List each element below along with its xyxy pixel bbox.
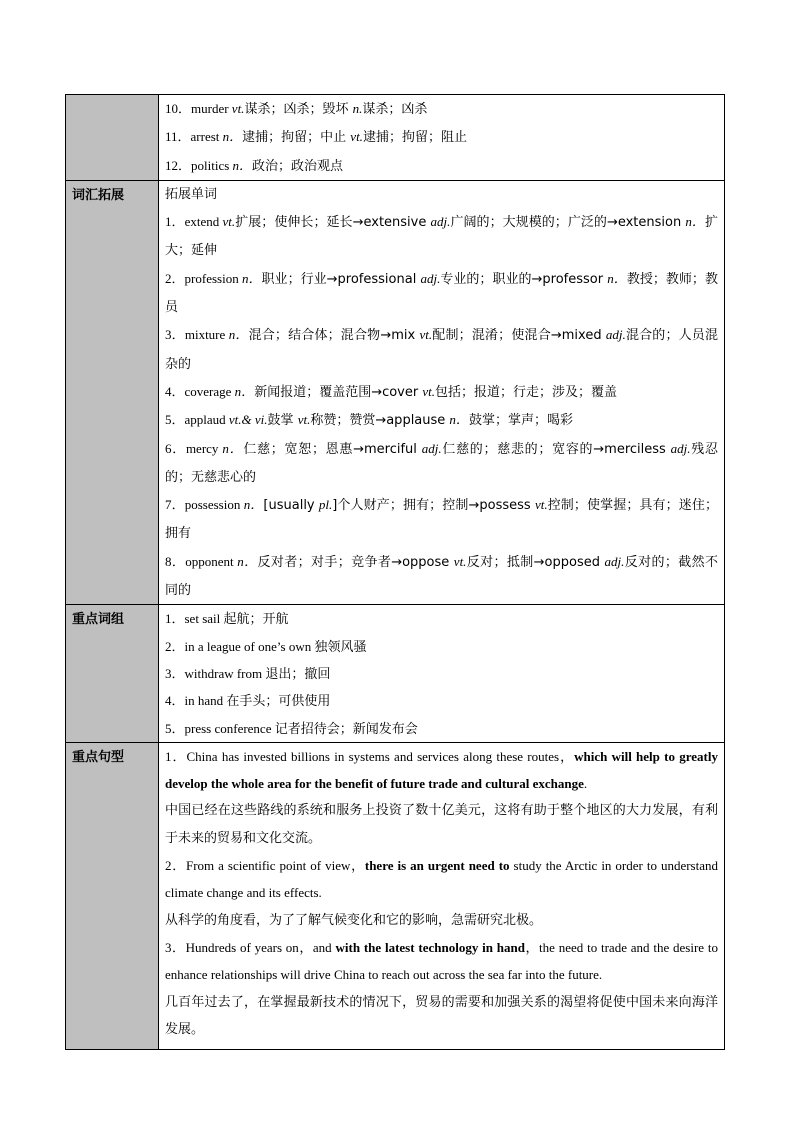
expansion-item: 3．mixture n．混合；结合体；混合物→mix vt.配制；混淆；使混合→mixed adj.混合的；人员混杂的 xyxy=(165,327,718,372)
sentence-2-chinese: 从科学的角度看，为了了解气候变化和它的影响，急需研究北极。 xyxy=(165,912,543,928)
expansion-item: 5．applaud vt.& vi.鼓掌 vt.称赞；赞赏→applause n．鼓掌；掌声；喝彩 xyxy=(165,412,573,429)
phrase-item: 1．set sail 起航；开航 xyxy=(165,611,289,627)
vocabulary-table xyxy=(65,94,725,1050)
expansion-item: 8．opponent n．反对者；对手；竞争者→oppose vt.反对；抵制→opposed adj.反对的；截然不同的 xyxy=(165,553,718,599)
expansion-heading: 拓展单词 xyxy=(165,186,218,202)
key-phrases-content xyxy=(159,605,725,742)
key-phrases-label: 重点词组 xyxy=(66,605,159,742)
sentence-1-chinese: 中国已经在这些路线的系统和服务上投资了数十亿美元，这将有助于整个地区的大力发展，有利于未来的贸易和文化交流。 xyxy=(165,803,718,846)
continued-content-cell xyxy=(159,95,725,181)
continued-vocabulary-row xyxy=(66,95,725,181)
expansion-item: 2．profession n．职业；行业→professional adj.专业的；职业的→professor n．教授；教师；教员 xyxy=(165,270,718,316)
key-sentences-label: 重点句型 xyxy=(66,742,159,1049)
sentence-1-english: 1．China has invested billions in systems and services along these routes，which will help to greatly develop the whole area for the benefit of future trade and cultural exchange. xyxy=(165,748,718,792)
expansion-item: 6．mercy n．仁慈；宽恕；恩惠→merciful adj.仁慈的；慈悲的；宽容的→merciless adj.残忍的；无慈悲心的 xyxy=(165,440,718,485)
vocabulary-expansion-label: 词汇拓展 xyxy=(66,180,159,604)
word-item: 10．murder vt.谋杀；凶杀；毁坏 n.谋杀；凶杀 xyxy=(165,101,428,117)
key-phrases-row xyxy=(66,605,725,742)
word-item: 12．politics n．政治；政治观点 xyxy=(165,157,344,174)
key-sentences-row xyxy=(66,742,725,1049)
vocabulary-expansion-row xyxy=(66,180,725,604)
sentence-3-english: 3．Hundreds of years on，and with the latest technology in hand，the need to trade and the desire to enhance relationships will drive China to reach out across the sea far into the future. xyxy=(165,939,718,983)
expansion-item: 1．extend vt.扩展；使伸长；延长→extensive adj.广阔的；大规模的；广泛的→extension n．扩大；延伸 xyxy=(165,214,718,259)
phrase-item: 2．in a league of one’s own 独领风骚 xyxy=(165,638,367,654)
phrase-item: 3．withdraw from 退出；撤回 xyxy=(165,665,331,681)
continued-label-cell xyxy=(66,95,159,181)
vocabulary-expansion-content xyxy=(159,180,725,604)
expansion-item: 7．possession n．[usually pl.]个人财产；拥有；控制→possess vt.控制；使掌握；具有；迷住；拥有 xyxy=(165,497,718,542)
phrase-item: 5．press conference 记者招待会；新闻发布会 xyxy=(165,720,418,736)
phrase-item: 4．in hand 在手头；可供使用 xyxy=(165,693,331,709)
sentence-2-english: 2．From a scientific point of view，there is an urgent need to study the Arctic in order to understand climate change and its effects. xyxy=(165,858,718,901)
expansion-item: 4．coverage n．新闻报道；覆盖范围→cover vt.包括；报道；行走；涉及；覆盖 xyxy=(165,383,618,400)
sentence-3-chinese: 几百年过去了，在掌握最新技术的情况下，贸易的需要和加强关系的渴望将促使中国未来向海洋发展。 xyxy=(165,994,718,1037)
key-sentences-content xyxy=(159,742,725,1049)
word-item: 11．arrest n．逮捕；拘留；中止 vt.逮捕；拘留；阻止 xyxy=(165,129,467,146)
